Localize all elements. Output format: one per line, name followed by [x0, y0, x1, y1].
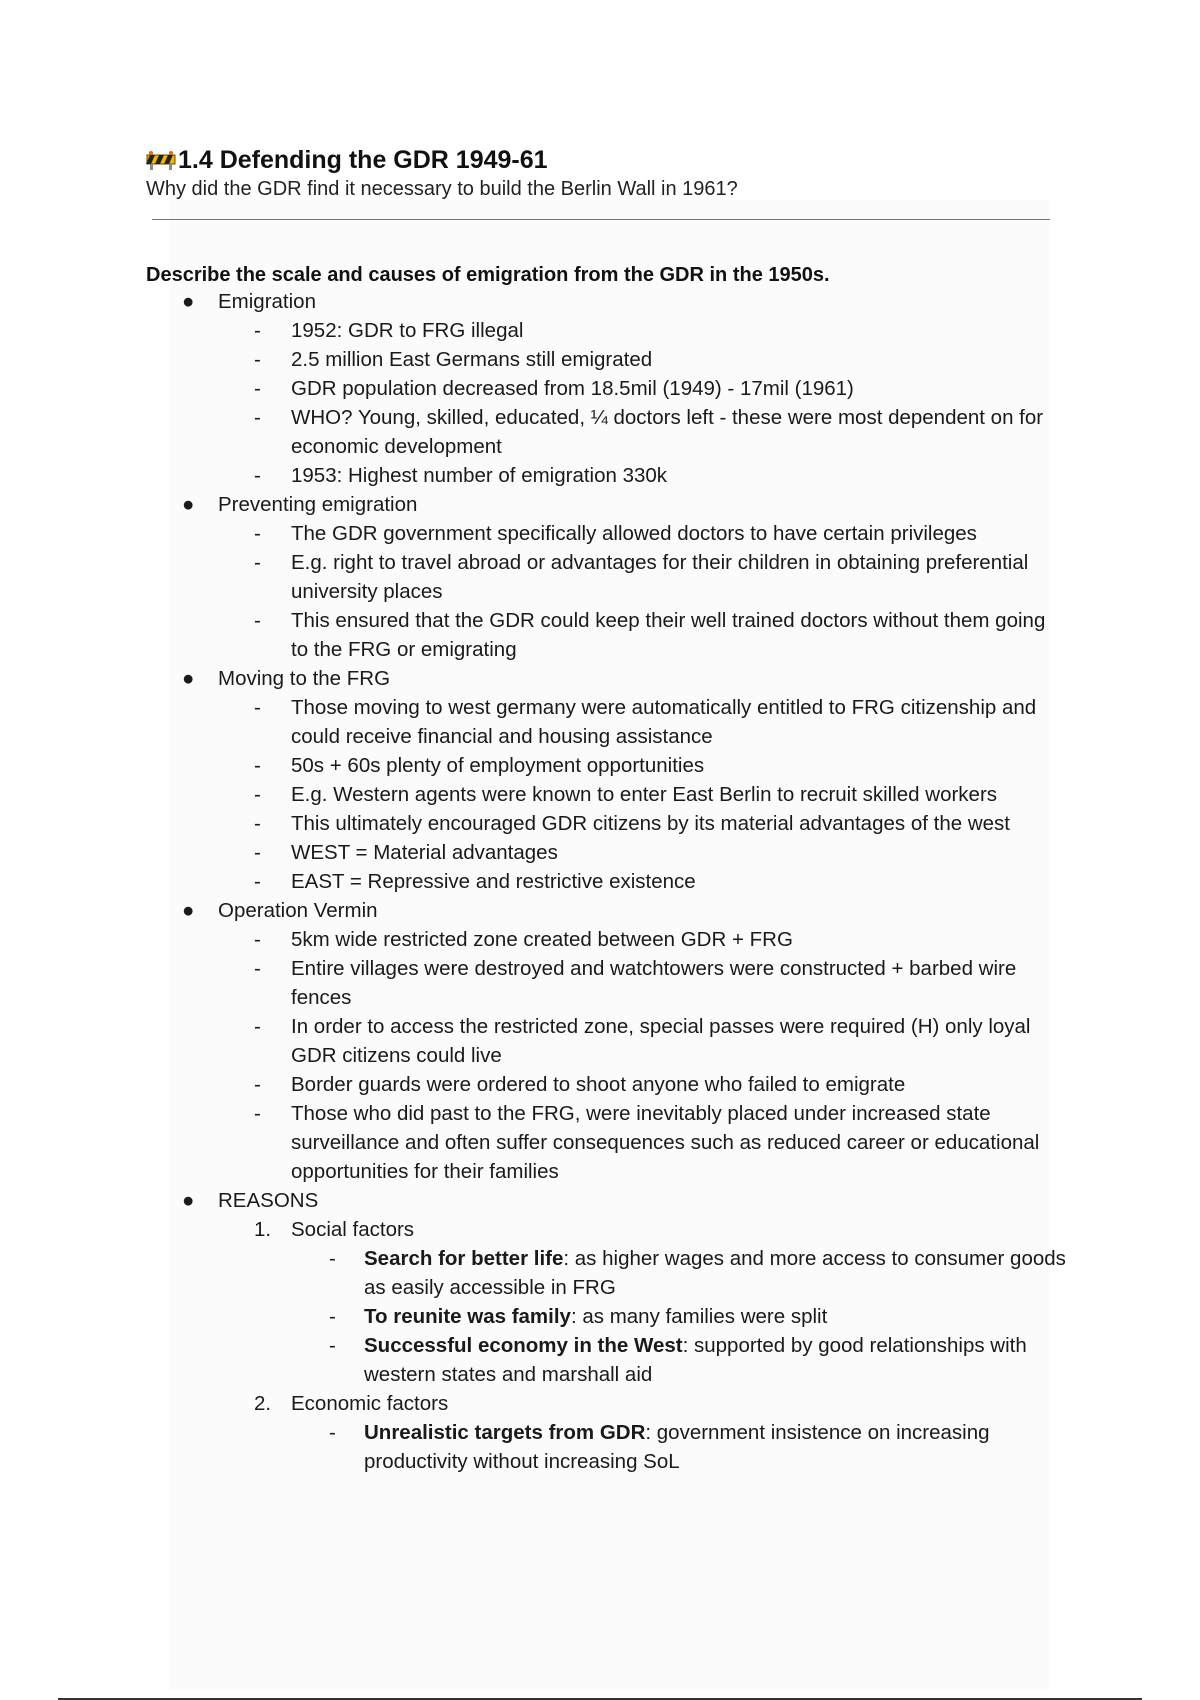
page-subtitle: Why did the GDR find it necessary to build the Berlin Wall in 1961?: [146, 178, 738, 200]
dash-text: Those who did past to the FRG, were inevitably placed under increased state surveillance and often suffer consequences such as reduced career or educational opportunities for their families: [291, 1102, 1040, 1183]
title-row: [146, 142, 1066, 178]
dash-item: [146, 1244, 1066, 1302]
dash-icon: -: [254, 696, 261, 719]
bullet-icon: ●: [182, 290, 195, 313]
reason-text: : as higher wages and more access to consumer goods as easily accessible in FRG: [364, 1247, 1066, 1299]
dash-text: This ensured that the GDR could keep their well trained doctors without them going to the FRG or emigrating: [291, 609, 1046, 661]
dash-item: [146, 548, 1066, 606]
dash-text: Those moving to west germany were automatically entitled to FRG citizenship and could receive financial and housing assistance: [291, 696, 1037, 748]
bullet-icon: ●: [182, 899, 195, 922]
reason-heading: To reunite was family: [364, 1305, 571, 1328]
dash-icon: -: [254, 1102, 261, 1125]
dash-item: [146, 693, 1066, 751]
numbered-label: Social factors: [291, 1218, 415, 1241]
reason-text: : government insistence on increasing productivity without increasing SoL: [364, 1421, 990, 1473]
dash-icon: -: [254, 319, 261, 342]
dash-item: [146, 316, 1066, 345]
dash-item: [146, 374, 1066, 403]
bullet-label: Emigration: [218, 290, 316, 313]
bullet-item: [146, 490, 1066, 519]
page-title: 1.4 Defending the GDR 1949-61: [178, 145, 548, 174]
bullet-label: REASONS: [218, 1189, 319, 1212]
document-content: [146, 142, 1066, 1476]
dash-item: [146, 838, 1066, 867]
dash-icon: -: [254, 812, 261, 835]
dash-icon: -: [329, 1305, 336, 1328]
notes-list: [146, 287, 1066, 1476]
dash-icon: -: [329, 1421, 336, 1444]
dash-text: 1953: Highest number of emigration 330k: [291, 464, 668, 487]
number-marker: 1.: [254, 1218, 272, 1241]
reason-text: : as many families were split: [570, 1305, 828, 1328]
dash-item: [146, 1070, 1066, 1099]
dash-item: [146, 519, 1066, 548]
dash-item: [146, 1012, 1066, 1070]
dash-icon: -: [329, 1247, 336, 1270]
bullet-item: [146, 1186, 1066, 1215]
dash-icon: -: [254, 841, 261, 864]
dash-icon: -: [254, 957, 261, 980]
dash-icon: -: [254, 522, 261, 545]
dash-item: [146, 461, 1066, 490]
dash-icon: -: [254, 870, 261, 893]
reason-heading: Successful economy in the West: [364, 1334, 683, 1357]
dash-item: [146, 867, 1066, 896]
reason-heading: Unrealistic targets from GDR: [364, 1421, 646, 1444]
dash-text: In order to access the restricted zone, special passes were required (H) only loyal GDR citizens could live: [291, 1015, 1031, 1067]
dash-text: E.g. right to travel abroad or advantages for their children in obtaining preferential university places: [291, 551, 1029, 603]
bullet-icon: ●: [182, 1189, 195, 1212]
dash-text: WHO? Young, skilled, educated, ¼ doctors left - these were most dependent on for economic development: [291, 406, 1044, 458]
dash-text: The GDR government specifically allowed doctors to have certain privileges: [291, 522, 977, 545]
dash-item: [146, 345, 1066, 374]
reason-heading: Search for better life: [364, 1247, 564, 1270]
dash-text: Border guards were ordered to shoot anyone who failed to emigrate: [291, 1073, 906, 1096]
dash-icon: -: [254, 754, 261, 777]
dash-icon: -: [329, 1334, 336, 1357]
dash-item: [146, 1331, 1066, 1389]
dash-text: GDR population decreased from 18.5mil (1949) - 17mil (1961): [291, 377, 854, 400]
dash-text: 5km wide restricted zone created between GDR + FRG: [291, 928, 793, 951]
dash-item: [146, 1099, 1066, 1186]
dash-item: [146, 751, 1066, 780]
bullet-item: [146, 664, 1066, 693]
dash-icon: -: [254, 1015, 261, 1038]
dash-item: [146, 954, 1066, 1012]
dash-text: WEST = Material advantages: [291, 841, 558, 864]
bullet-item: [146, 287, 1066, 316]
dash-item: [146, 1302, 1066, 1331]
dash-text: 50s + 60s plenty of employment opportunities: [291, 754, 705, 777]
reason-text: : supported by good relationships with western states and marshall aid: [364, 1334, 1027, 1386]
dash-item: [146, 403, 1066, 461]
numbered-item: [146, 1215, 1066, 1244]
dash-item: [146, 780, 1066, 809]
bullet-label: Moving to the FRG: [218, 667, 391, 690]
bullet-icon: ●: [182, 667, 195, 690]
dash-text: 2.5 million East Germans still emigrated: [291, 348, 653, 371]
number-marker: 2.: [254, 1392, 272, 1415]
bullet-label: Operation Vermin: [218, 899, 378, 922]
section-question: Describe the scale and causes of emigration from the GDR in the 1950s.: [146, 264, 830, 286]
dash-text: EAST = Repressive and restrictive existence: [291, 870, 696, 893]
dash-icon: -: [254, 348, 261, 371]
dash-text: 1952: GDR to FRG illegal: [291, 319, 524, 342]
dash-item: [146, 606, 1066, 664]
numbered-label: Economic factors: [291, 1392, 449, 1415]
dash-icon: -: [254, 377, 261, 400]
dash-text: This ultimately encouraged GDR citizens by its material advantages of the west: [291, 812, 1010, 835]
dash-item: [146, 925, 1066, 954]
dash-icon: -: [254, 464, 261, 487]
bullet-icon: ●: [182, 493, 195, 516]
dash-icon: -: [254, 406, 261, 429]
numbered-item: [146, 1389, 1066, 1418]
dash-icon: -: [254, 551, 261, 574]
dash-icon: -: [254, 783, 261, 806]
dash-item: [146, 1418, 1066, 1476]
dash-text: E.g. Western agents were known to enter East Berlin to recruit skilled workers: [291, 783, 998, 806]
divider: [152, 219, 1050, 220]
dash-icon: -: [254, 1073, 261, 1096]
dash-text: Entire villages were destroyed and watchtowers were constructed + barbed wire fences: [291, 957, 1017, 1009]
construction-barrier-icon: [146, 150, 176, 170]
dash-item: [146, 809, 1066, 838]
bullet-item: [146, 896, 1066, 925]
dash-icon: -: [254, 609, 261, 632]
bullet-label: Preventing emigration: [218, 493, 418, 516]
dash-icon: -: [254, 928, 261, 951]
